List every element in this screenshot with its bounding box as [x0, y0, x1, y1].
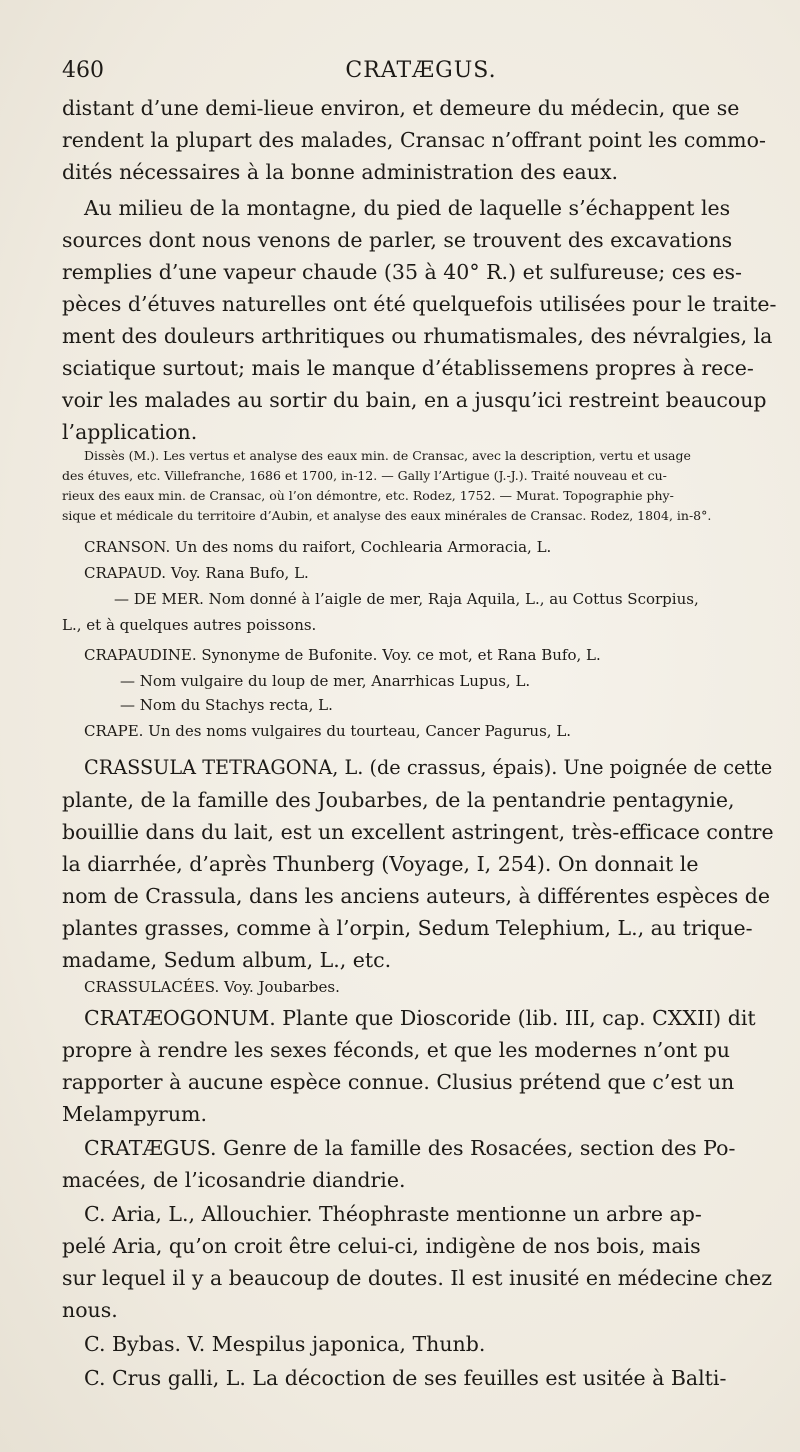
text-line: propre à rendre les sexes féconds, et que les modernes n’ont pu [62, 1038, 730, 1062]
text-line: l’application. [62, 420, 198, 444]
text-line: ment des douleurs arthritiques ou rhumatismales, des névralgies, la [62, 324, 773, 348]
page-header [62, 58, 780, 90]
text-line: bouillie dans du lait, est un excellent astringent, très-efficace contre [62, 820, 774, 844]
text-line: C. Aria, L., Allouchier. Théophraste mentionne un arbre ap- [84, 1202, 702, 1226]
bibliography-line: Dissès (M.). Les vertus et analyse des eaux min. de Cransac, avec la description, vertu et usage [84, 448, 691, 463]
dictionary-entry: — DE MER. Nom donné à l’aigle de mer, Raja Aquila, L., au Cottus Scorpius, [114, 590, 699, 608]
text-line: remplies d’une vapeur chaude (35 à 40° R.) et sulfureuse; ces es- [62, 260, 742, 284]
text-line: rendent la plupart des malades, Cransac n’offrant point les commo- [62, 128, 766, 152]
text-line: CRASSULA TETRAGONA, L. (de crassus, épais). Une poignée de cette [84, 756, 773, 779]
dictionary-entry: CRAPAUD. Voy. Rana Bufo, L. [84, 564, 309, 582]
text-line: CRATÆGUS. Genre de la famille des Rosacées, section des Po- [84, 1136, 736, 1160]
text-line: pelé Aria, qu’on croit être celui-ci, indigène de nos bois, mais [62, 1234, 701, 1258]
text-line: CRATÆOGONUM. Plante que Dioscoride (lib. III, cap. CXXII) dit [84, 1006, 756, 1030]
dictionary-entry: L., et à quelques autres poissons. [62, 616, 317, 634]
page-number: 460 [62, 58, 104, 83]
text-line: Melampyrum. [62, 1102, 208, 1126]
text-line: C. Bybas. V. Mespilus japonica, Thunb. [84, 1332, 486, 1356]
bibliography-line: des étuves, etc. Villefranche, 1686 et 1700, in-12. — Gally l’Artigue (J.-J.). Traité nouveau et cu- [62, 468, 667, 483]
text-line: madame, Sedum album, L., etc. [62, 948, 392, 972]
bibliography-line: sique et médicale du territoire d’Aubin, et analyse des eaux minérales de Cransac. Rodez, 1804, in-8°. [62, 508, 712, 523]
dictionary-entry: — Nom du Stachys recta, L. [120, 696, 333, 714]
bibliography-line: rieux des eaux min. de Cransac, où l’on démontre, etc. Rodez, 1752. — Murat. Topographie phy- [62, 488, 674, 503]
dictionary-entry: — Nom vulgaire du loup de mer, Anarrhicas Lupus, L. [120, 672, 531, 690]
text-line: la diarrhée, d’après Thunberg (Voyage, I, 254). On donnait le [62, 852, 699, 876]
dictionary-entry: CRANSON. Un des noms du raifort, Cochlearia Armoracia, L. [84, 538, 552, 556]
text-line: nom de Crassula, dans les anciens auteurs, à différentes espèces de [62, 884, 770, 908]
running-head: CRATÆGUS. [345, 58, 497, 83]
text-line: plantes grasses, comme à l’orpin, Sedum Telephium, L., au trique- [62, 916, 753, 940]
text-line: nous. [62, 1298, 118, 1322]
text-line: C. Crus galli, L. La décoction de ses feuilles est usitée à Balti- [84, 1366, 727, 1390]
text-line: dités nécessaires à la bonne administration des eaux. [62, 160, 619, 184]
text-line: sciatique surtout; mais le manque d’établissemens propres à rece- [62, 356, 754, 380]
text-line: Au milieu de la montagne, du pied de laquelle s’échappent les [84, 196, 731, 220]
text-line: rapporter à aucune espèce connue. Clusius prétend que c’est un [62, 1070, 735, 1094]
text-line: plante, de la famille des Joubarbes, de la pentandrie pentagynie, [62, 788, 735, 812]
text-line: sources dont nous venons de parler, se trouvent des excavations [62, 228, 733, 252]
text-line: distant d’une demi-lieue environ, et demeure du médecin, que se [62, 96, 740, 120]
text-line: macées, de l’icosandrie diandrie. [62, 1168, 406, 1192]
text-line: pèces d’étuves naturelles ont été quelquefois utilisées pour le traite- [62, 292, 777, 316]
dictionary-entry: CRASSULACÉES. Voy. Joubarbes. [84, 978, 340, 996]
dictionary-entry: CRAPE. Un des noms vulgaires du tourteau, Cancer Pagurus, L. [84, 722, 572, 740]
text-line: voir les malades au sortir du bain, en a jusqu’ici restreint beaucoup [62, 388, 767, 412]
text-line: sur lequel il y a beaucoup de doutes. Il est inusité en médecine chez [62, 1266, 773, 1290]
dictionary-entry: CRAPAUDINE. Synonyme de Bufonite. Voy. ce mot, et Rana Bufo, L. [84, 646, 601, 664]
